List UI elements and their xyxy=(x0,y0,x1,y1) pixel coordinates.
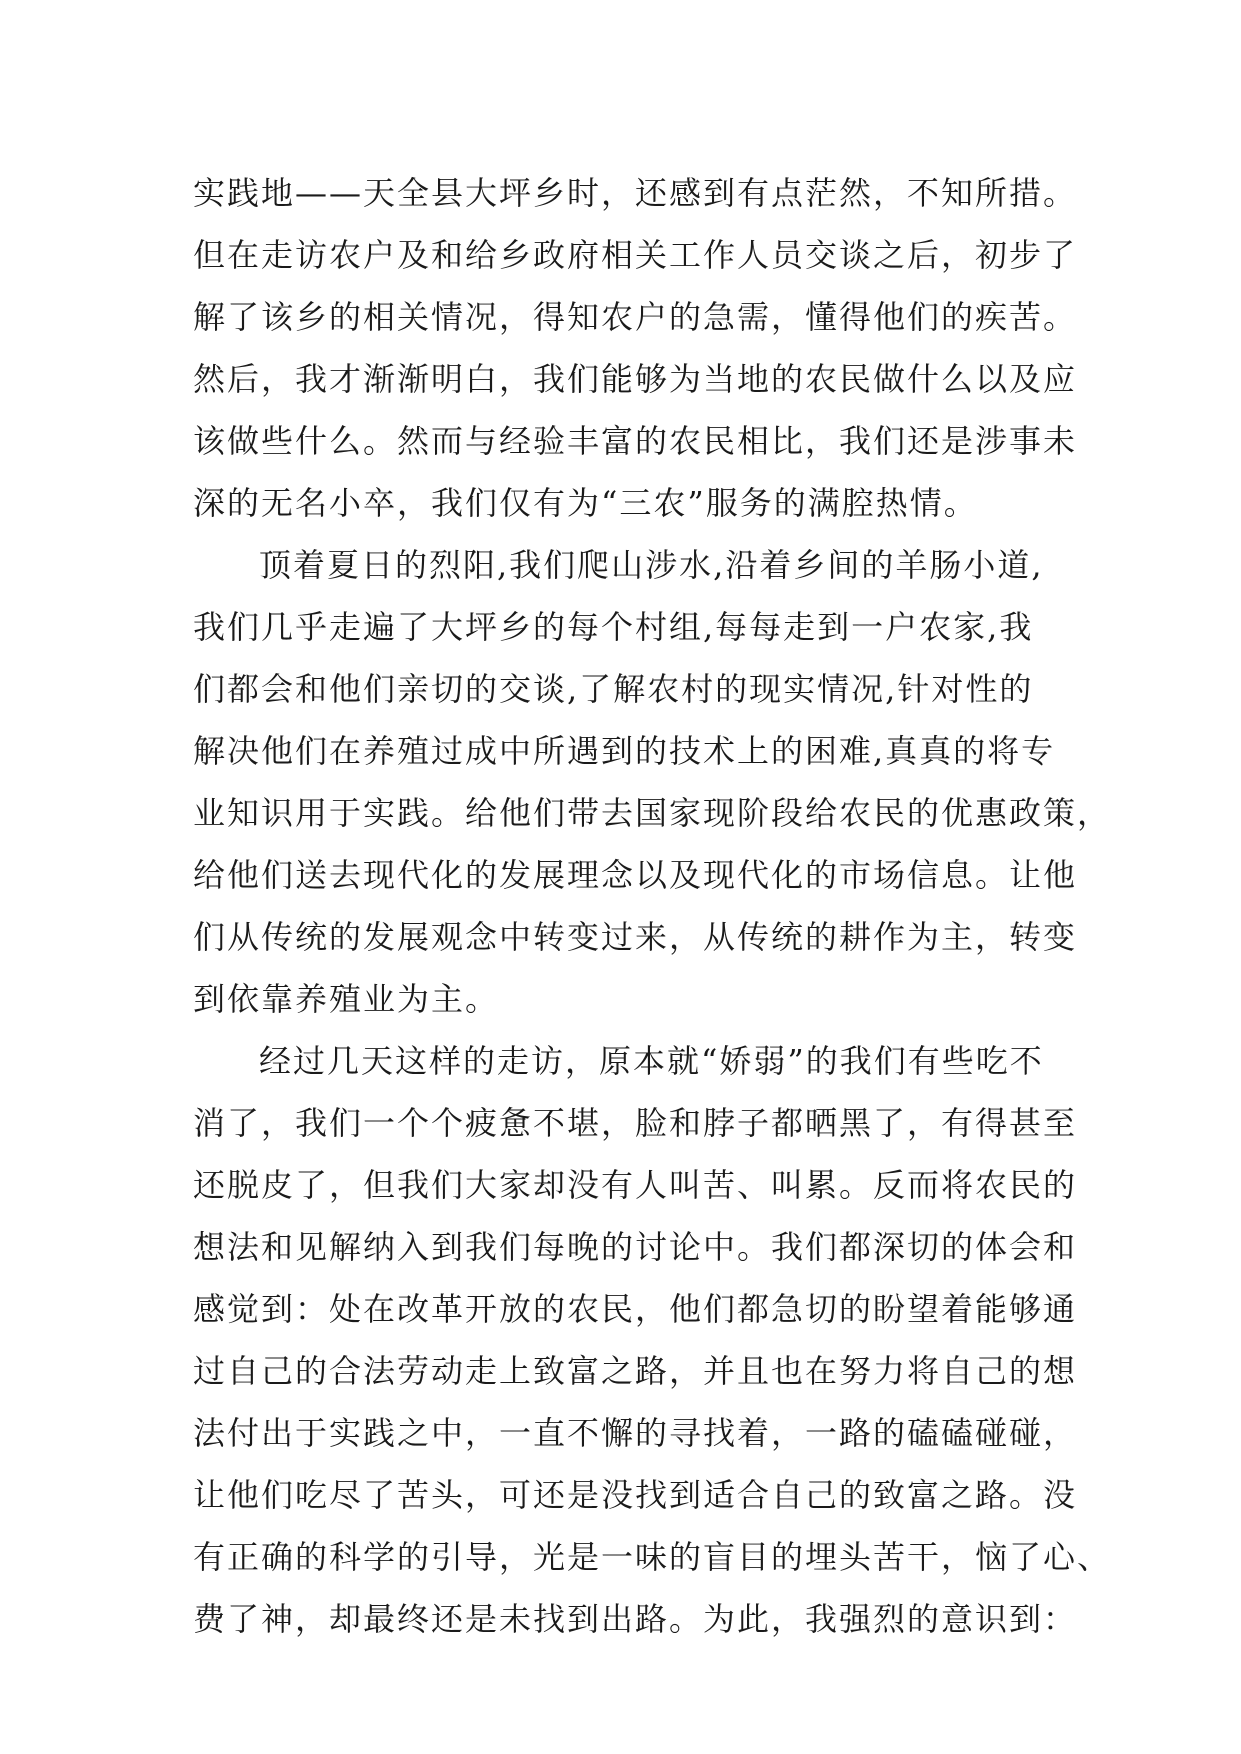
paragraph-2 xyxy=(193,534,1112,1030)
paragraph-3 xyxy=(193,1030,1112,1650)
text-line: 业知识用于实践。给他们带去国家现阶段给农民的优惠政策， xyxy=(193,794,1112,832)
text-line: 我们几乎走遍了大坪乡的每个村组,每每走到一户农家,我 xyxy=(193,608,1034,646)
text-line: 们从传统的发展观念中转变过来，从传统的耕作为主，转变 xyxy=(193,918,1078,956)
text-line: 该做些什么。然而与经验丰富的农民相比，我们还是涉事未 xyxy=(193,422,1078,460)
text-line: 法付出于实践之中，一直不懈的寻找着，一路的磕磕碰碰， xyxy=(193,1414,1078,1452)
text-line: 消了，我们一个个疲惫不堪，脸和脖子都晒黑了，有得甚至 xyxy=(193,1104,1078,1142)
text-line: 想法和见解纳入到我们每晚的讨论中。我们都深切的体会和 xyxy=(193,1228,1078,1266)
text-line: 费了神，却最终还是未找到出路。为此，我强烈的意识到： xyxy=(193,1600,1078,1638)
text-line: 还脱皮了，但我们大家却没有人叫苦、叫累。反而将农民的 xyxy=(193,1166,1078,1204)
document-body xyxy=(193,162,1112,1650)
text-line: 过自己的合法劳动走上致富之路，并且也在努力将自己的想 xyxy=(193,1352,1078,1390)
text-line: 解了该乡的相关情况，得知农户的急需，懂得他们的疾苦。 xyxy=(193,298,1078,336)
text-line: 深的无名小卒，我们仅有为“三农”服务的满腔热情。 xyxy=(193,484,978,522)
text-line: 感觉到：处在改革开放的农民，他们都急切的盼望着能够通 xyxy=(193,1290,1078,1328)
text-line: 然后，我才渐渐明白，我们能够为当地的农民做什么以及应 xyxy=(193,360,1078,398)
text-line: 解决他们在养殖过成中所遇到的技术上的困难,真真的将专 xyxy=(193,732,1056,770)
text-line: 到依靠养殖业为主。 xyxy=(193,980,500,1018)
text-line: 给他们送去现代化的发展理念以及现代化的市场信息。让他 xyxy=(193,856,1078,894)
text-line: 们都会和他们亲切的交谈,了解农村的现实情况,针对性的 xyxy=(193,670,1034,708)
text-line: 经过几天这样的走访，原本就“娇弱”的我们有些吃不 xyxy=(259,1042,1044,1080)
text-line: 实践地——天全县大坪乡时，还感到有点茫然，不知所措。 xyxy=(193,174,1078,212)
text-line: 有正确的科学的引导，光是一味的盲目的埋头苦干，恼了心、 xyxy=(193,1538,1112,1576)
paragraph-1 xyxy=(193,162,1078,534)
text-line: 顶着夏日的烈阳,我们爬山涉水,沿着乡间的羊肠小道, xyxy=(259,546,1044,584)
text-line: 让他们吃尽了苦头，可还是没找到适合自己的致富之路。没 xyxy=(193,1476,1078,1514)
text-line: 但在走访农户及和给乡政府相关工作人员交谈之后，初步了 xyxy=(193,236,1078,274)
